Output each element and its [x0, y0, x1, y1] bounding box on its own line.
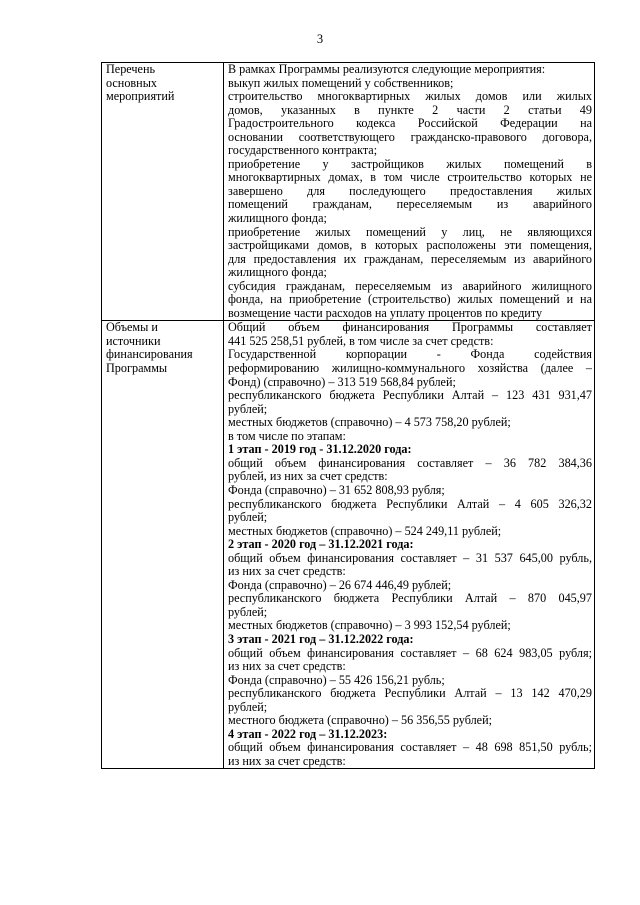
text-line: жилищного фонда;: [228, 265, 327, 280]
text-line: субсидия гражданам, переселяемым из аварийного жилищного: [228, 278, 592, 293]
stage-heading: 4 этап - 2022 год – 31.12.2023:: [228, 726, 388, 741]
text-line: республиканского бюджета Республики Алтай – 870 045,97: [228, 591, 592, 606]
text-line: республиканского бюджета Республики Алтай – 13 142 470,29: [228, 686, 592, 701]
text-line: рублей;: [228, 604, 268, 619]
text-line: из них за счет средств:: [228, 659, 346, 674]
text-line: для предоставления их гражданам, переселяемым из аварийного: [228, 251, 592, 266]
text-line: выкуп жилых помещений у собственников;: [228, 75, 454, 90]
text-line: республиканского бюджета Республики Алтай – 4 605 326,32: [228, 496, 592, 511]
text-line: жилищного фонда;: [228, 211, 327, 226]
row-label-line: финансирования: [106, 347, 193, 362]
text-line: Фонд) (справочно) – 313 519 568,84 рублей;: [228, 374, 456, 389]
text-line: местных бюджетов (справочно) – 4 573 758,20 рублей;: [228, 415, 511, 430]
text-line: 441 525 258,51 рублей, в том числе за счет средств:: [228, 333, 494, 348]
text-line: рублей, из них за счет средств:: [228, 469, 388, 484]
text-line: из них за счет средств:: [228, 564, 346, 579]
row-label-line: Объемы и: [106, 320, 158, 335]
text-line: общий объем финансирования составляет – 36 782 384,36: [228, 455, 592, 470]
text-line: из них за счет средств:: [228, 753, 346, 768]
text-line: общий объем финансирования составляет – 48 698 851,50 рубль;: [228, 740, 592, 755]
text-line: возмещение части расходов на уплату процентов по кредиту: [228, 305, 543, 320]
text-line: основании соответствующего гражданско-правового договора,: [228, 129, 592, 144]
text-line: местных бюджетов (справочно) – 524 249,11 рублей;: [228, 523, 502, 538]
page-number: 3: [316, 32, 324, 46]
stage-heading: 3 этап - 2021 год – 31.12.2022 года:: [228, 631, 414, 646]
program-passport-table: [101, 62, 595, 769]
text-line: общий объем финансирования составляет – 31 537 645,00 рубль,: [228, 550, 592, 565]
text-line: помещений гражданам, переселяемым из аварийного: [228, 197, 592, 212]
text-line: в том числе по этапам:: [228, 428, 346, 443]
text-line: государственного контракта;: [228, 143, 378, 158]
text-line: приобретение жилых помещений у лиц, не являющихся: [228, 224, 592, 239]
stage-heading: 2 этап - 2020 год – 31.12.2021 года:: [228, 537, 414, 552]
text-line: республиканского бюджета Республики Алтай – 123 431 931,47: [228, 388, 592, 403]
text-line: местного бюджета (справочно) – 56 356,55 рублей;: [228, 713, 492, 728]
text-line: Градостроительного кодекса Российской Федерации на: [228, 116, 592, 131]
table-row: [102, 63, 595, 321]
text-line: Фонда (справочно) – 26 674 446,49 рублей;: [228, 577, 452, 592]
text-line: многоквартирных домах, в том числе строительство которых не: [228, 170, 592, 185]
text-line: домов, указанных в пункте 2 части 2 статьи 49: [228, 102, 592, 117]
row-label-line: Программы: [106, 361, 168, 376]
row-content-cell: [224, 321, 595, 769]
row-content-cell: [224, 63, 595, 321]
text-line: рублей;: [228, 699, 268, 714]
text-line: Фонда (справочно) – 31 652 808,93 рубля;: [228, 482, 445, 497]
stage-heading: 1 этап - 2019 год - 31.12.2020 года:: [228, 442, 412, 457]
row-label-cell: [102, 321, 224, 769]
text-line: Фонда (справочно) – 55 426 156,21 рубль;: [228, 672, 445, 687]
table-row: [102, 321, 595, 769]
text-line: В рамках Программы реализуются следующие мероприятия:: [228, 62, 546, 76]
text-line: местных бюджетов (справочно) – 3 993 152,54 рублей;: [228, 618, 511, 633]
text-line: Общий объем финансирования Программы составляет: [228, 320, 592, 335]
text-line: Государственной корпорации - Фонда содействия: [228, 347, 592, 362]
row-label-line: источники: [106, 333, 161, 348]
text-line: завершено для последующего предоставления жилых: [228, 183, 592, 198]
text-line: строительство многоквартирных жилых домов или жилых: [228, 89, 592, 104]
text-line: реформированию жилищно-коммунального хозяйства (далее –: [228, 361, 592, 376]
row-label-line: мероприятий: [106, 89, 175, 104]
text-line: рублей;: [228, 510, 268, 525]
text-line: фонда, на приобретение (строительство) жилых помещений и на: [228, 292, 592, 307]
row-label-cell: [102, 63, 224, 321]
text-line: застройщиками домов, в которых расположены эти помещения,: [228, 238, 592, 253]
text-line: общий объем финансирования составляет – 68 624 983,05 рубля;: [228, 645, 592, 660]
row-label-line: Перечень: [106, 62, 156, 76]
row-label-line: основных: [106, 75, 157, 90]
text-line: рублей;: [228, 401, 268, 416]
text-line: приобретение у застройщиков жилых помещений в: [228, 156, 592, 171]
